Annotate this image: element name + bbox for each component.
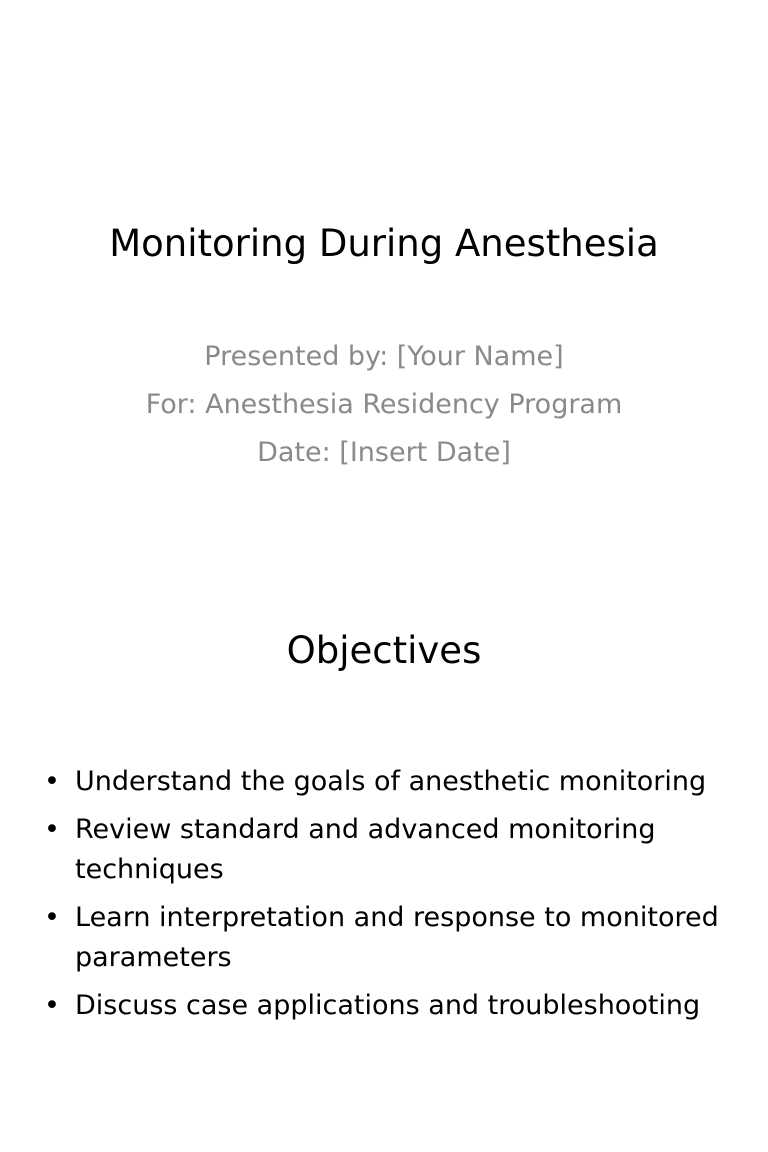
list-item xyxy=(40,762,740,802)
bullet-icon: • xyxy=(44,902,60,933)
bullet-list xyxy=(40,762,740,1034)
objectives-slide xyxy=(0,576,768,1152)
date-line: Date: [Insert Date] xyxy=(257,437,511,468)
slide-title: Objectives xyxy=(286,629,482,672)
list-item xyxy=(40,810,740,890)
slide-subtitle xyxy=(0,333,768,477)
list-item xyxy=(40,986,740,1026)
bullet-text: Understand the goals of anesthetic monitoring xyxy=(75,766,707,797)
bullet-text: Learn interpretation and response to monitored parameters xyxy=(75,902,719,973)
bullet-icon: • xyxy=(44,766,60,797)
bullet-icon: • xyxy=(44,814,60,845)
list-item xyxy=(40,898,740,978)
program-line: For: Anesthesia Residency Program xyxy=(145,389,623,420)
presenter-line: Presented by: [Your Name] xyxy=(204,341,564,372)
slide-title: Monitoring During Anesthesia xyxy=(109,222,659,265)
bullet-text: Review standard and advanced monitoring techniques xyxy=(75,814,656,885)
bullet-text: Discuss case applications and troubleshooting xyxy=(75,990,701,1021)
bullet-icon: • xyxy=(44,990,60,1021)
